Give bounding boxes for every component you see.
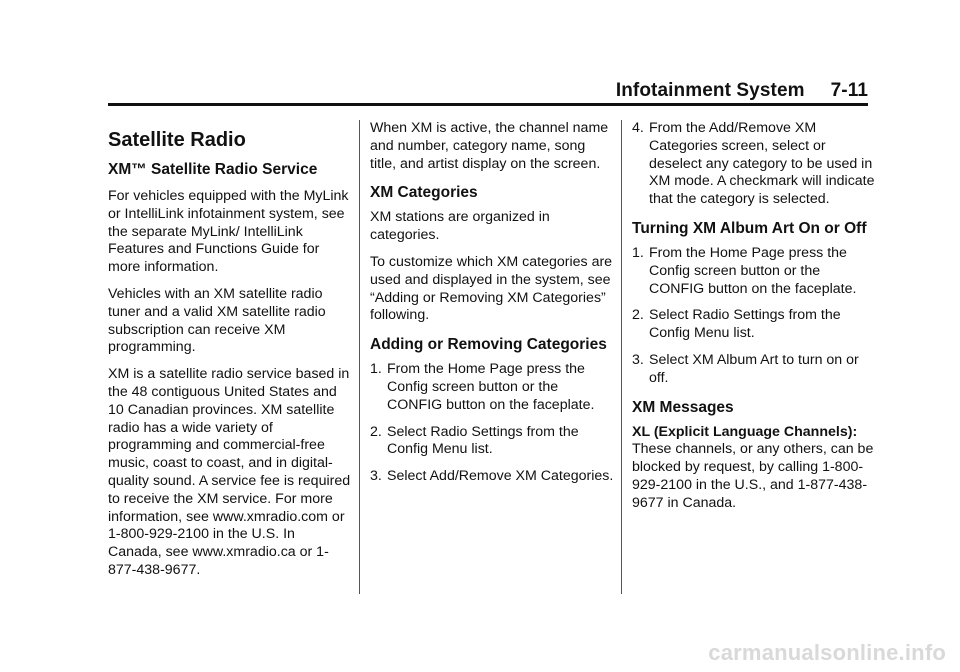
list-item: 1. From the Home Page press the Config screen button or the CONFIG button on the faceplate. (370, 361, 595, 413)
list-item: 3. Select Add/Remove XM Categories. (370, 468, 614, 485)
paragraph-explicit-language (632, 424, 876, 513)
list-item: 4. From the Add/Remove XM Categories screen, select or deselect any category to be used in XM mode. A checkmark will indicate that the category is selected. (632, 120, 875, 208)
list-item: 2. Select Radio Settings from the Config Menu list. (632, 307, 841, 342)
list-item: 2. Select Radio Settings from the Config Menu list. (370, 423, 579, 458)
header-rule (108, 103, 868, 106)
header-text (616, 80, 868, 102)
paragraph-xm-service: XM is a satellite radio service based in the 48 contiguous United States and 10 Canadian provinces. XM satellite radio has a wide variety of programming and commercial-free music, coast to coast, and in digital-quality sound. A service fee is required to receive the XM service. For more information, see www.xmradio.com or 1-800-929-2100 in the U.S. In Canada, see www.xmradio.ca or 1-877-438-9677. (108, 366, 351, 578)
heading-xm-categories: XM Categories (370, 184, 478, 202)
list-item: 3. Select XM Album Art to turn on or off. (632, 351, 859, 386)
paragraph-xm-active: When XM is active, the channel name and number, category name, song title, and artist display on the screen. (370, 120, 609, 172)
subsection-title-xm-service: XM™ Satellite Radio Service (108, 161, 318, 178)
paragraph-xm-tuner: Vehicles with an XM satellite radio tuner and a valid XM satellite radio subscription can receive XM programming. (108, 285, 326, 356)
watermark: carmanualsonline.info (708, 640, 946, 665)
xl-label: XL (Explicit Language Channels): (632, 423, 858, 440)
section-title-satellite-radio: Satellite Radio (108, 129, 246, 151)
column-divider-1 (359, 120, 360, 594)
xl-text: These channels, or any others, can be blocked by request, by calling 1-800-929-2100 in the U.S., and 1-877-438-9677 in Canada. (632, 441, 874, 511)
paragraph-customize-categories: To customize which XM categories are used and displayed in the system, see “Adding or Removing XM Categories” following. (370, 253, 613, 324)
page-header (108, 78, 868, 106)
heading-xm-messages: XM Messages (632, 398, 734, 416)
column-2 (370, 120, 614, 495)
column-1 (108, 120, 352, 589)
list-item: 1. From the Home Page press the Config screen button or the CONFIG button on the faceplate. (632, 244, 857, 297)
column-3 (632, 120, 876, 522)
header-page-number: 7-11 (830, 80, 868, 101)
column-divider-2 (621, 120, 622, 594)
paragraph-mylink: For vehicles equipped with the MyLink or IntelliLink infotainment system, see the separate MyLink/ IntelliLink Features and Functions Guide for more information. (108, 188, 349, 276)
header-section-title: Infotainment System (615, 80, 805, 101)
heading-album-art: Turning XM Album Art On or Off (632, 219, 867, 237)
heading-adding-removing: Adding or Removing Categories (370, 336, 607, 354)
paragraph-categories-organized: XM stations are organized in categories. (370, 209, 550, 244)
